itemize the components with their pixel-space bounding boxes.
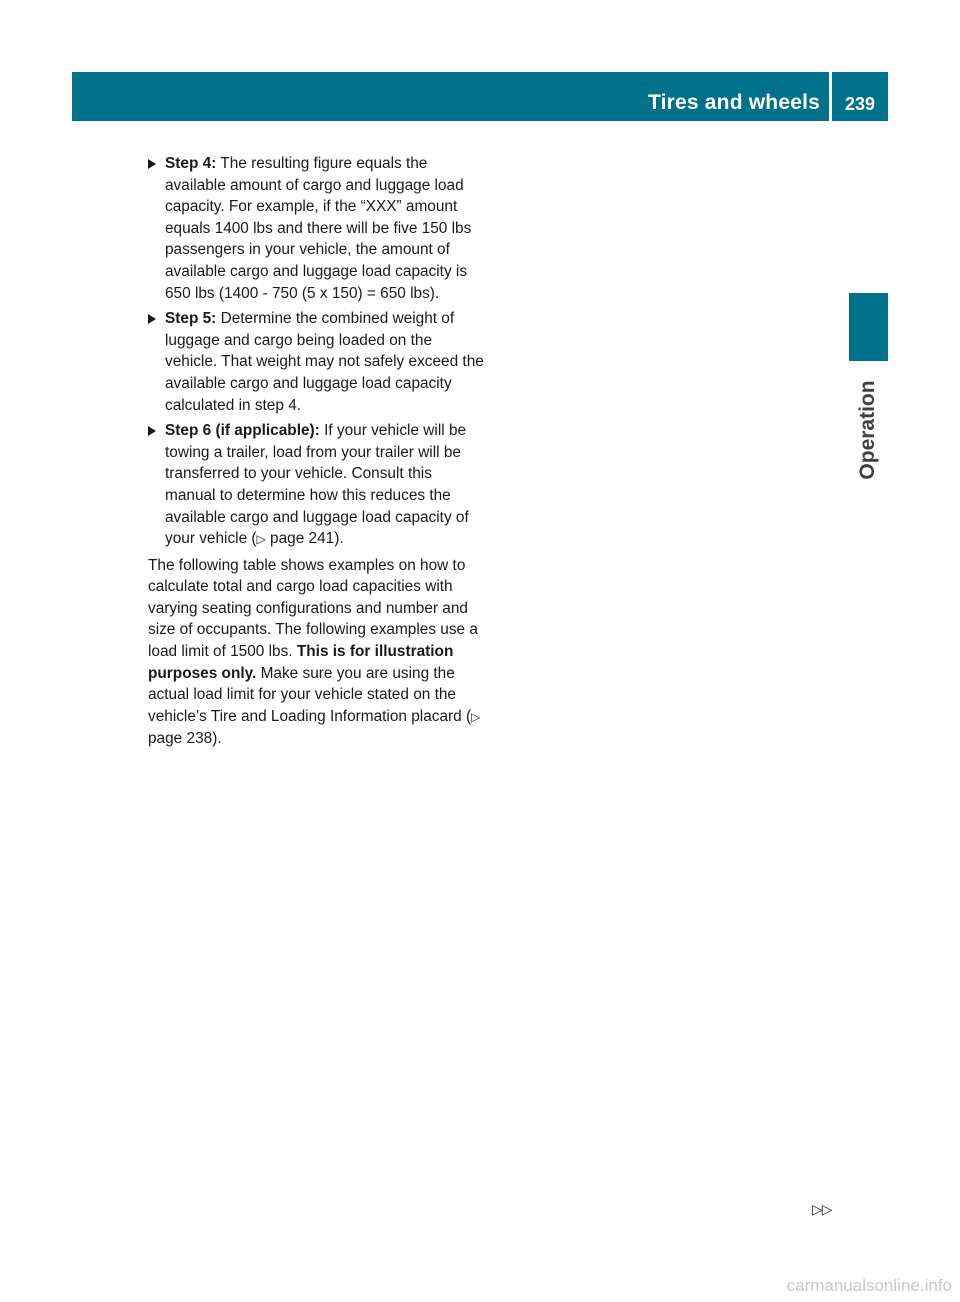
step-text: Determine the combined weight of luggage and cargo being loaded on the vehicle. That weight may not safely exceed the available cargo and luggage load capacity calculated in step 4. [165,310,484,414]
body-paragraph [148,555,484,750]
page-ref-link[interactable]: page 241 [270,530,335,548]
paragraph-emphasis: This is for illustration purposes only. [148,643,454,682]
step-item [148,153,484,304]
paragraph-text: The following table shows examples on how to calculate total and cargo load capacities with varying seating configurations and number and size of occupants. The following examples use a load limit of 1500 lbs. [148,556,478,661]
step-text: If your vehicle will be towing a trailer, load from your trailer will be transferred to your vehicle. Consult this manual to determine how this reduces the available cargo and luggage load capacity of your vehicle ( [165,422,469,548]
step-item [148,308,484,416]
step-label: Step 6 (if applicable): [165,422,320,440]
bullet-arrow-icon [148,314,156,324]
bullet-arrow-icon [148,159,156,169]
step-text: The resulting figure equals the available amount of cargo and luggage load capacity. For example, if the “XXX” amount equals 1400 lbs and there will be five 150 lbs passengers in your vehicle, the amount of available cargo and luggage load capacity is 650 lbs (1400 - 750 (5 x 150) = 650 lbs). [165,155,472,302]
paragraph-text-end: ). [212,730,222,748]
watermark: carmanualsonline.info [786,1276,952,1295]
page-number: 239 [844,94,876,114]
page-ref-link[interactable]: page 238 [148,730,213,748]
step-label: Step 4: [165,155,217,172]
section-title: Tires and wheels [647,91,820,114]
continue-icon: ▷▷ [812,1201,832,1217]
step-text-end: ). [334,530,344,548]
page-content [148,153,484,750]
bullet-arrow-icon [148,426,156,436]
side-tab-marker [849,293,888,361]
header-bar [72,72,888,121]
page-ref-icon: ▷ [471,709,481,724]
paragraph-text: Make sure you are using the actual load limit for your vehicle stated on the vehicle’s Tire and Loading Information placard ( [148,664,472,725]
page-ref-icon: ▷ [256,532,266,547]
side-tab-label: Operation [856,380,879,480]
step-item [148,420,484,551]
step-label: Step 5: [165,310,217,328]
